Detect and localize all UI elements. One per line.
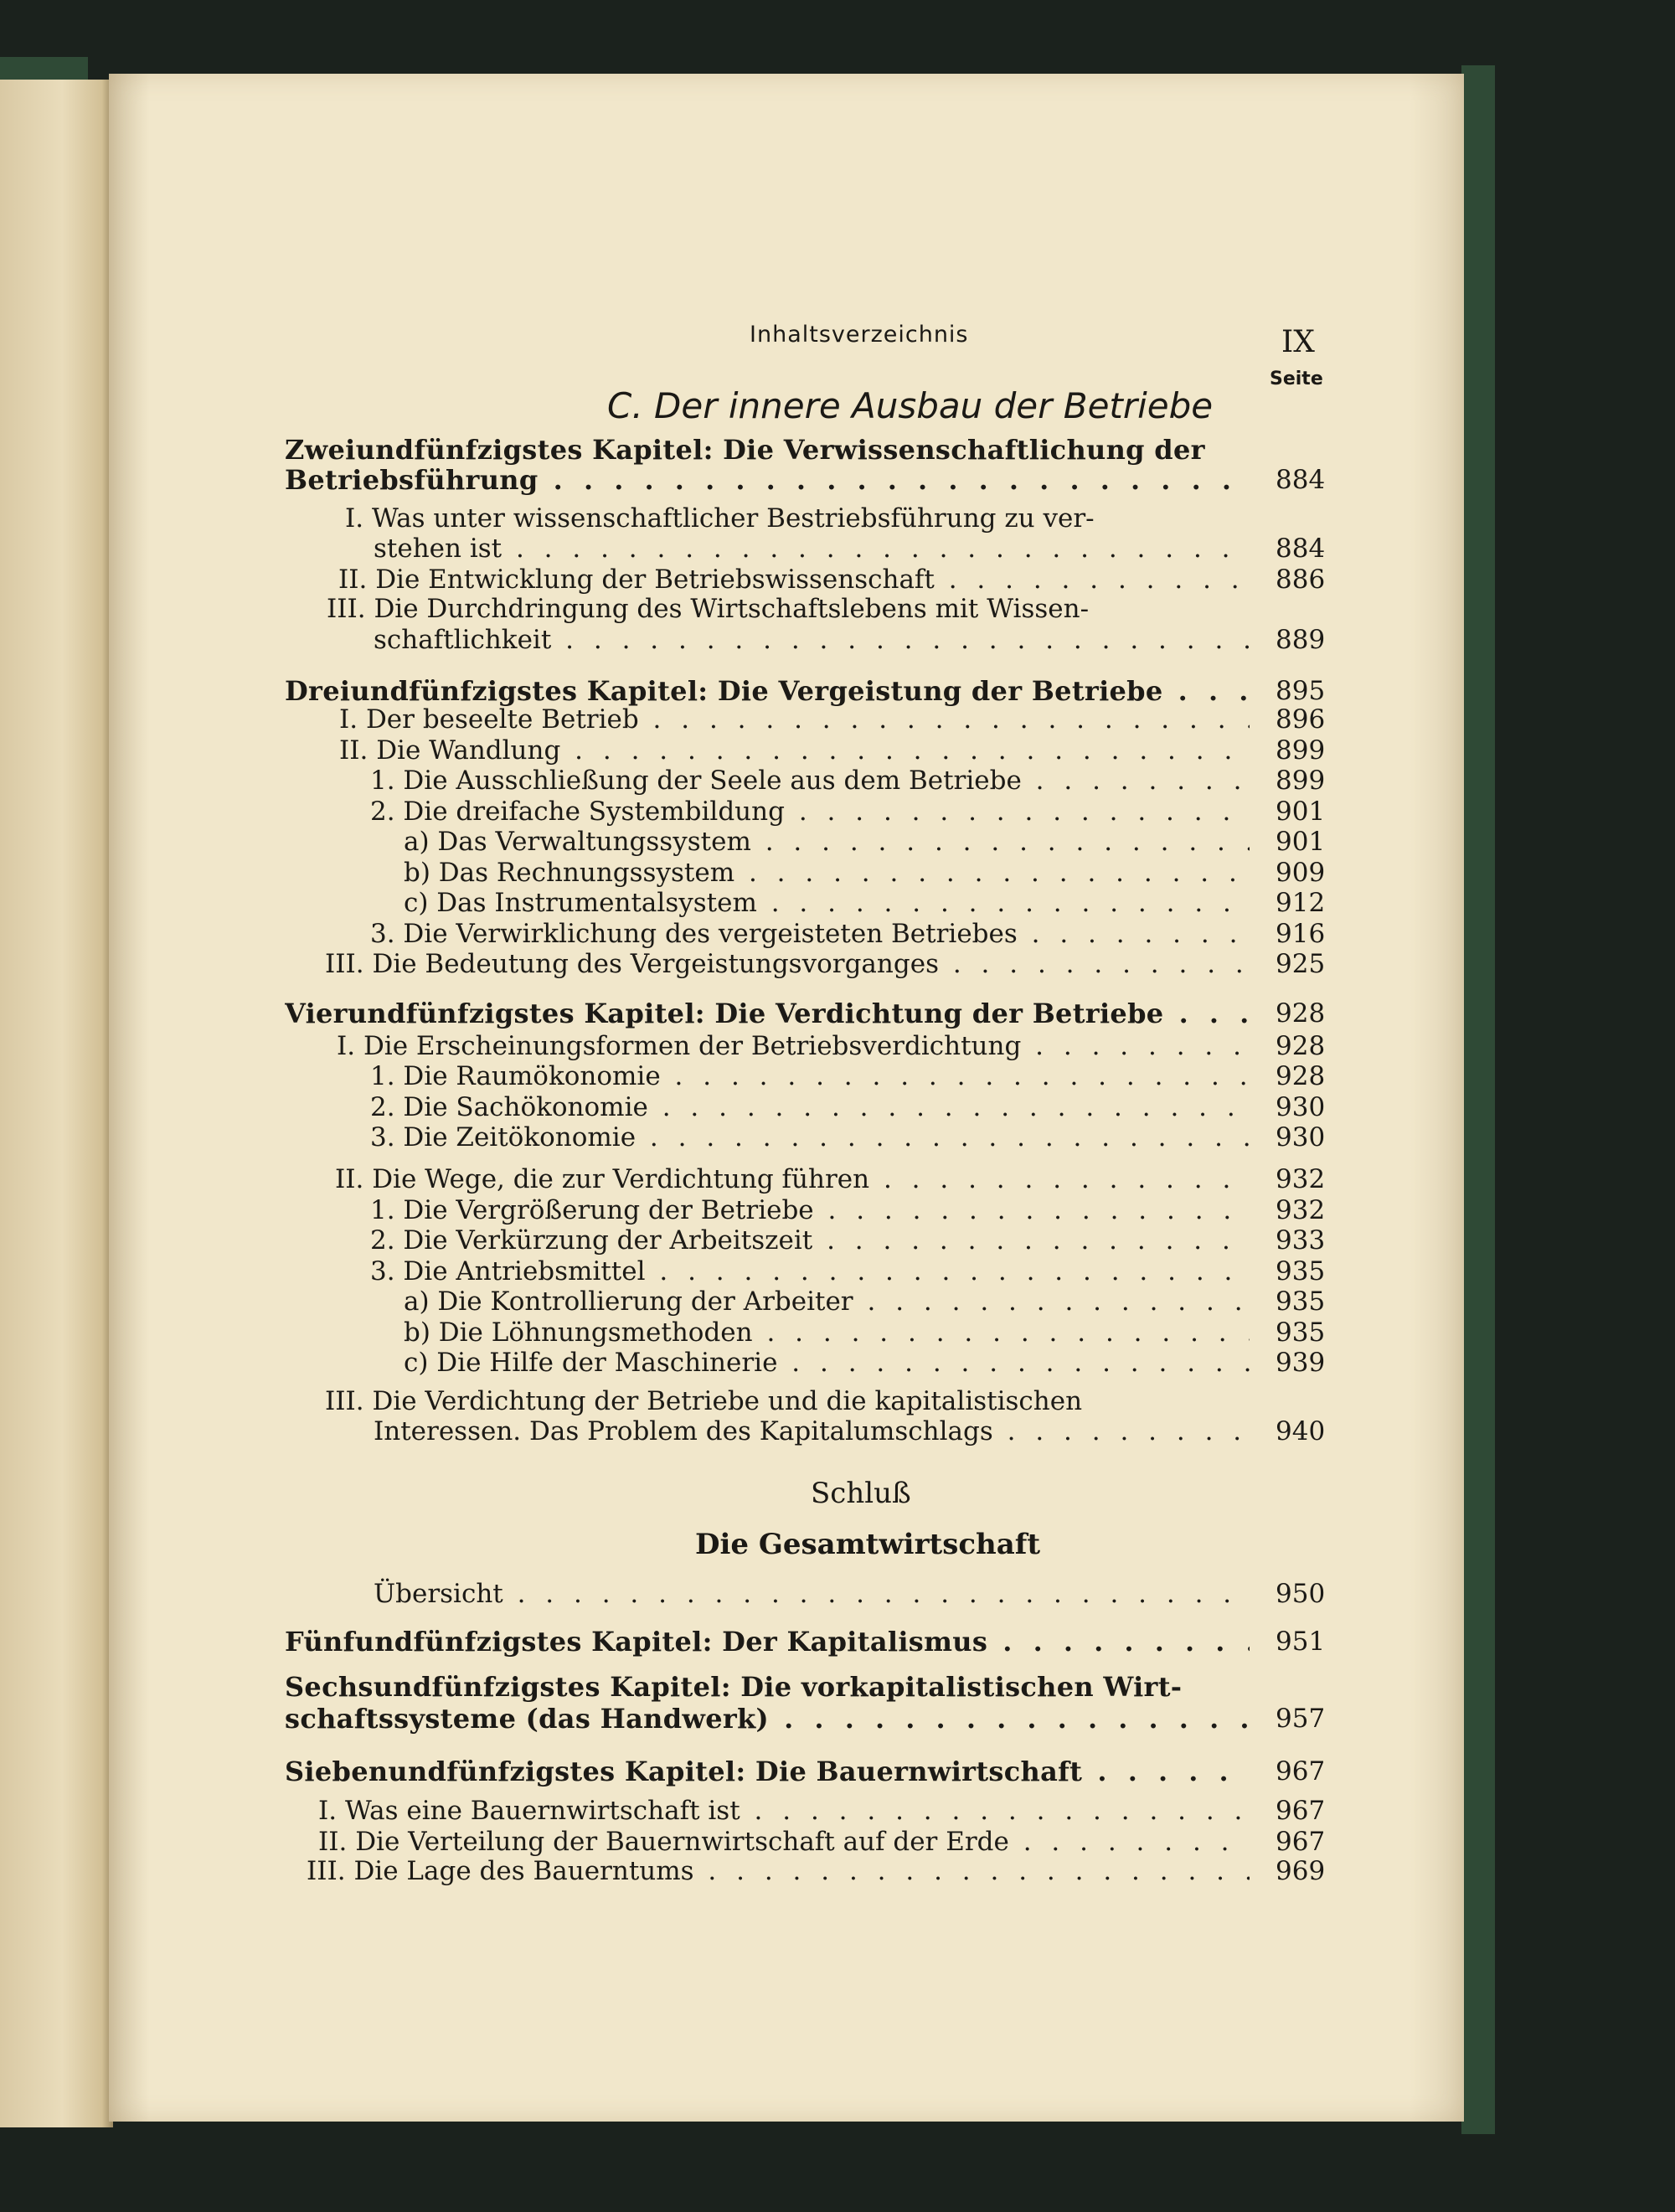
entry-title-clip [339,735,1250,768]
toc-entry[interactable] [109,1795,1326,1828]
toc-entry[interactable] [109,1415,1326,1449]
entry-page-number: 928 [1276,998,1326,1029]
facing-page-edge [0,80,113,2127]
toc-entry[interactable] [109,564,1326,597]
entry-page-number: 928 [1276,1061,1326,1091]
entry-title: a) Das Verwaltungssystem . . . [404,827,1250,857]
entry-page-number: 889 [1276,625,1326,655]
entry-page-number: 932 [1276,1195,1326,1225]
toc-entry[interactable] [109,1256,1326,1289]
entry-title-clip [339,704,1250,737]
entry-title-clip [370,765,1250,798]
entry-page-number: 957 [1276,1704,1326,1734]
entry-page-number: 939 [1276,1348,1326,1378]
entry-page-number: 925 [1276,949,1326,979]
spine-strip [0,57,88,80]
entry-title: III. Die Durchdringung des Wirtschaftslebens mit Wissen- [327,594,1090,624]
entry-page-number: 932 [1276,1164,1326,1194]
entry-title: II. Die Wege, die zur Verdichtung führen . . . [335,1164,1250,1194]
entry-title: stehen ist . . . [374,534,1250,564]
entry-page-number: 969 [1276,1856,1326,1886]
entry-page-number: 899 [1276,766,1326,796]
toc-entry[interactable] [109,1225,1326,1258]
entry-page-number: 886 [1276,565,1326,595]
entry-title-clip [370,1060,1250,1094]
entry-title: Interessen. Das Problem des Kapitalumschlags . . . [374,1416,1250,1446]
entry-page-number: 928 [1276,1031,1326,1061]
toc-entry[interactable] [109,1855,1326,1889]
entry-title: 1. Die Ausschließung der Seele aus dem Betriebe . . . [370,766,1250,796]
entry-title-clip [285,434,1250,467]
entry-page-number: 933 [1276,1225,1326,1256]
toc-entry[interactable] [109,1194,1326,1228]
book-page [109,74,1464,2122]
entry-title: 1. Die Raumökonomie . . . [370,1061,1250,1091]
chapter-title: Dreiundfünfzigstes Kapitel: Die Vergeistung der Betriebe . . . [285,675,1250,707]
toc-entry[interactable] [109,533,1326,566]
entry-title-clip [374,1415,1250,1449]
running-head: Inhaltsverzeichnis [750,322,969,348]
gesamtwirtschaft-heading: Die Gesamtwirtschaft [695,1528,1041,1561]
toc-entry[interactable] [109,593,1090,626]
toc-entry[interactable] [109,1347,1326,1380]
entry-title: b) Das Rechnungssystem . . . [404,858,1250,888]
toc-entry[interactable] [109,1030,1326,1064]
toc-entry[interactable] [109,735,1326,768]
entry-title: a) Die Kontrollierung der Arbeiter . . . [404,1286,1250,1317]
chapter-title: Sechsundfünfzigstes Kapitel: Die vorkapitalistischen Wirt- [285,1671,1183,1703]
entry-title-clip [370,796,1250,829]
entry-title-clip [325,1385,1250,1419]
toc-entry[interactable] [109,1163,1326,1197]
toc-entry[interactable] [109,503,1095,536]
entry-title: schaftlichkeit . . . [374,625,1250,655]
entry-page-number: 884 [1276,534,1326,564]
book-cover-edge [1461,65,1495,2134]
toc-entry[interactable] [109,434,1205,467]
entry-page-number: 896 [1276,704,1326,735]
entry-title-clip [285,1756,1250,1789]
entry-title: c) Die Hilfe der Maschinerie . . . [404,1348,1250,1378]
entry-title: II. Die Entwicklung der Betriebswissenschaft . . . [338,565,1250,595]
toc-entry[interactable] [109,765,1326,798]
entry-title: III. Die Bedeutung des Vergeistungsvorganges . . . [325,949,1250,979]
entry-page-number: 930 [1276,1122,1326,1152]
toc-entry[interactable] [109,464,1326,498]
entry-title-clip [404,887,1250,920]
entry-page-number: 951 [1276,1627,1326,1657]
entry-title-clip [285,998,1250,1031]
entry-title-clip [285,1703,1250,1736]
entry-title: I. Die Erscheinungsformen der Betriebsverdichtung . . . [337,1031,1250,1061]
entry-page-number: 909 [1276,858,1326,888]
entry-title: b) Die Löhnungsmethoden . . . [404,1317,1250,1348]
chapter-title: Fünfundfünfzigstes Kapitel: Der Kapitalismus . . . [285,1626,1250,1658]
entry-title-clip [337,1030,1250,1064]
schluss-heading: Schluß [811,1477,911,1510]
page-number: IX [1281,325,1315,359]
entry-title-clip [285,1671,1250,1704]
entry-page-number: 967 [1276,1756,1326,1787]
entry-title-clip [404,1317,1250,1350]
entry-page-number: 935 [1276,1317,1326,1348]
entry-title-clip [404,857,1250,890]
section-heading-c: C. Der innere Ausbau der Betriebe [607,385,1214,426]
entry-title-clip [318,1826,1250,1859]
entry-page-number: 884 [1276,465,1326,495]
entry-title-clip [370,1121,1250,1155]
entry-title-clip [345,503,1250,536]
entry-title-clip [404,826,1250,859]
entry-title: 3. Die Zeitökonomie . . . [370,1122,1250,1152]
toc-entry[interactable] [109,1626,1326,1659]
toc-entry[interactable] [109,1578,1326,1611]
entry-page-number: 935 [1276,1286,1326,1317]
entry-title-clip [318,1795,1250,1828]
entry-title-clip [404,1286,1250,1319]
entry-page-number: 899 [1276,735,1326,766]
entry-title-clip [370,918,1250,951]
entry-title-clip [404,1347,1250,1380]
entry-title-clip [370,1091,1250,1125]
toc-entry[interactable] [109,857,1326,890]
entry-title-clip [370,1194,1250,1228]
entry-title-clip [285,1626,1250,1659]
toc-entry[interactable] [109,1121,1326,1155]
entry-title: 1. Die Vergrößerung der Betriebe . . . [370,1195,1250,1225]
entry-page-number: 895 [1276,676,1326,706]
entry-title-clip [338,564,1250,597]
toc-entry[interactable] [109,1756,1326,1789]
entry-title-clip [374,624,1250,657]
entry-title-clip [327,593,1250,626]
toc-entry[interactable] [109,826,1326,859]
entry-title-clip [370,1256,1250,1289]
toc-entry[interactable] [109,704,1326,737]
chapter-title: Siebenundfünfzigstes Kapitel: Die Bauernwirtschaft . . . [285,1756,1250,1787]
entry-title: I. Der beseelte Betrieb . . . [339,704,1250,735]
entry-title-clip [325,948,1250,982]
toc-entry[interactable] [109,918,1326,951]
entry-page-number: 940 [1276,1416,1326,1446]
entry-title-clip [374,1578,1250,1611]
entry-page-number: 935 [1276,1256,1326,1286]
toc-entry[interactable] [109,887,1326,920]
toc-entry[interactable] [109,998,1326,1031]
entry-page-number: 916 [1276,919,1326,949]
entry-title-clip [370,1225,1250,1258]
entry-title-clip [335,1163,1250,1197]
chapter-title: Vierundfünfzigstes Kapitel: Die Verdichtung der Betriebe . . . [285,998,1250,1029]
toc-entry[interactable] [109,1060,1326,1094]
entry-title: III. Die Verdichtung der Betriebe und die kapitalistischen [325,1386,1083,1416]
entry-title: 2. Die Sachökonomie . . . [370,1092,1250,1122]
entry-page-number: 967 [1276,1827,1326,1857]
toc-entry[interactable] [109,796,1326,829]
entry-title-clip [285,464,1250,498]
chapter-title: schaftssysteme (das Handwerk) . . . [285,1703,1250,1735]
entry-title: III. Die Lage des Bauerntums . . . [307,1856,1250,1886]
entry-title: 2. Die dreifache Systembildung . . . [370,797,1250,827]
entry-page-number: 901 [1276,797,1326,827]
entry-page-number: 930 [1276,1092,1326,1122]
entry-title: 3. Die Antriebsmittel . . . [370,1256,1250,1286]
entry-title: Übersicht . . . [374,1579,1250,1609]
chapter-title: Zweiundfünfzigstes Kapitel: Die Verwissenschaftlichung der [285,434,1205,466]
entry-page-number: 967 [1276,1796,1326,1826]
toc-entry[interactable] [109,624,1326,657]
seite-label: Seite [1270,369,1323,389]
toc-entry[interactable] [109,1286,1326,1319]
entry-title: I. Was eine Bauernwirtschaft ist . . . [318,1796,1250,1826]
toc-entry[interactable] [109,1317,1326,1350]
chapter-title: Betriebsführung . . . [285,464,1250,496]
entry-title-clip [307,1855,1250,1889]
toc-entry[interactable] [109,1385,1083,1419]
entry-title: 2. Die Verkürzung der Arbeitszeit . . . [370,1225,1250,1256]
toc-entry[interactable] [109,1703,1326,1736]
toc-entry[interactable] [109,1826,1326,1859]
entry-title-clip [374,533,1250,566]
entry-title: 3. Die Verwirklichung des vergeisteten Betriebes . . . [370,919,1250,949]
toc-entry[interactable] [109,1091,1326,1125]
entry-page-number: 901 [1276,827,1326,857]
entry-page-number: 950 [1276,1579,1326,1609]
toc-entry[interactable] [109,948,1326,982]
entry-title: II. Die Wandlung . . . [339,735,1250,766]
toc-entry[interactable] [109,1671,1183,1704]
entry-page-number: 912 [1276,888,1326,918]
entry-title: II. Die Verteilung der Bauernwirtschaft auf der Erde . . . [318,1827,1250,1857]
entry-title: c) Das Instrumentalsystem . . . [404,888,1250,918]
entry-title: I. Was unter wissenschaftlicher Bestriebsführung zu ver- [345,503,1095,534]
